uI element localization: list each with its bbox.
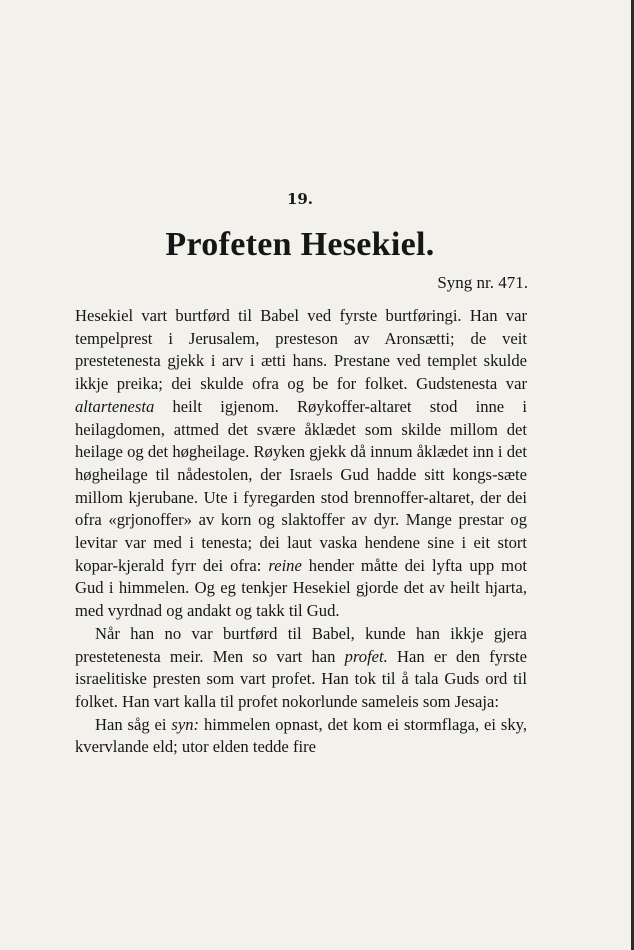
paragraph-2-italic-profet: profet. [344, 646, 388, 666]
page-number: 19. [286, 190, 314, 208]
paragraph-1-text-3: hender måtte dei lyfta upp mot Gud i himmelen. Og eg tenkjer Hesekiel gjorde det av heilt hjarta, med vyrdnad og andakt og takk til Gud. [75, 555, 527, 621]
chapter-title: Profeten Hesekiel. [165, 226, 435, 263]
paragraph-1 [75, 305, 527, 623]
body-text [75, 305, 527, 759]
paragraph-1-italic-reine: reine [268, 555, 302, 575]
paragraph-2-text-2: Han er den fyrste israelitiske presten som vart profet. Han tok til å tala Guds ord til folket. Han vart kalla til profet nokorlunde sameleis som Jesaja: [75, 646, 528, 711]
paragraph-2-text-1: Når han no var burtførd til Babel, kunde han ikkje gjera prestetenesta meir. Men so vart han [75, 623, 527, 666]
paragraph-1-italic-altartenesta: altartenesta [75, 396, 155, 416]
paragraph-3 [75, 714, 527, 759]
paragraph-2 [75, 623, 527, 714]
paragraph-3-text-2: himmelen opnast, det kom ei stormflaga, ei sky, kvervlande eld; utor elden tedde fire [75, 714, 527, 757]
hymn-reference: Syng nr. 471. [437, 273, 528, 292]
paragraph-3-italic-syn: syn: [171, 714, 200, 734]
paragraph-3-text-1: Han såg ei [95, 714, 172, 734]
paragraph-1-text-2: heilt igjenom. Røykoffer-altaret stod inne i heilagdomen, attmed det svære åklædet som skilde millom det heilage og det høgheilage. Røyken gjekk då innum åklædet inn i det høgheilage til nådestolen, der Israels Gud hadde sitt kongs-sæte millom kjerubane. Ute i fyregarden stod brennoffer-altaret, der dei ofra «grjonoffer» av korn og slaktoffer av dyr. Mange prestar og levitar var med i tenesta; dei laut vaska hendene sine i eit stort kopar-kjerald fyrr dei ofra: [75, 396, 527, 575]
paragraph-1-text-1: Hesekiel vart burtførd til Babel ved fyrste burtføringi. Han var tempelprest i Jerusalem, presteson av Aronsætti; de veit prestetenesta gjekk i arv i ætti hans. Prestane ved templet skulde ikkje preika; dei skulde ofra og be for folket. Gudstenesta var [75, 306, 527, 394]
